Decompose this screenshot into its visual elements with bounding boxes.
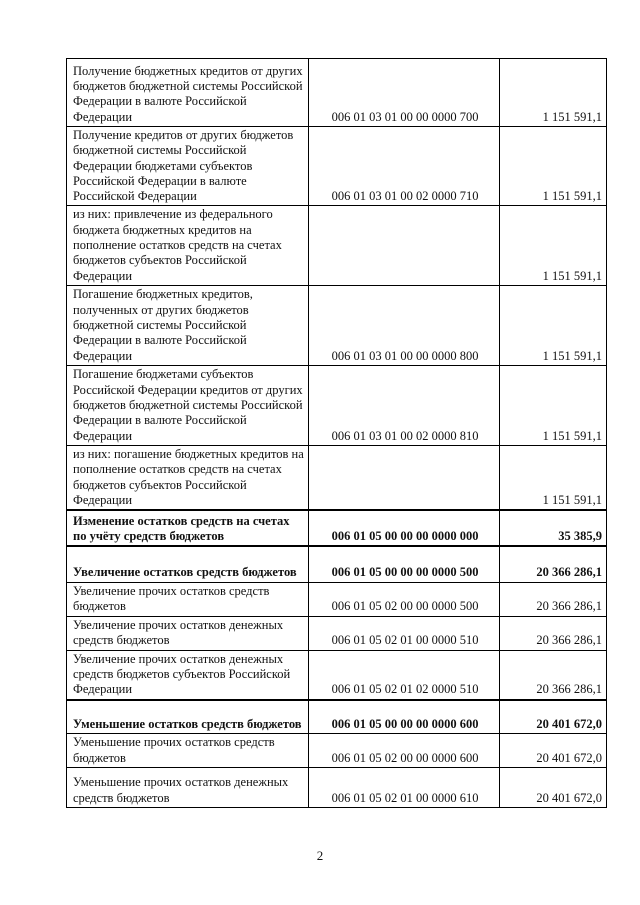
row-description: Получение кредитов от других бюджетов бюджетной системы Российской Федерации бюджетами субъектов Российской Федерации в валюте Российской Федерации xyxy=(67,127,309,206)
row-amount: 20 366 286,1 xyxy=(500,616,607,650)
table-row xyxy=(67,650,607,699)
row-description: Получение бюджетных кредитов от других бюджетов бюджетной системы Российской Федерации в валюте Российской Федерации xyxy=(67,59,309,127)
page-number: 2 xyxy=(316,848,324,863)
row-description: Уменьшение остатков средств бюджетов xyxy=(67,700,309,734)
row-amount: 1 151 591,1 xyxy=(500,127,607,206)
row-description: Уменьшение прочих остатков денежных средств бюджетов xyxy=(67,768,309,808)
row-amount: 20 366 286,1 xyxy=(500,546,607,582)
table-row xyxy=(67,285,607,365)
row-description: Увеличение прочих остатков средств бюджетов xyxy=(67,582,309,616)
row-amount: 20 366 286,1 xyxy=(500,582,607,616)
row-description: из них: привлечение из федерального бюджета бюджетных кредитов на пополнение остатков средств на счетах бюджетов субъектов Российской Федерации xyxy=(67,206,309,285)
row-amount: 20 401 672,0 xyxy=(500,768,607,808)
row-amount: 20 366 286,1 xyxy=(500,650,607,699)
table-row xyxy=(67,700,607,734)
row-description: Изменение остатков средств на счетах по учёту средств бюджетов xyxy=(67,510,309,546)
row-amount: 1 151 591,1 xyxy=(500,365,607,445)
table-row xyxy=(67,734,607,768)
table-row xyxy=(67,206,607,285)
row-description: Погашение бюджетных кредитов, полученных от других бюджетов бюджетной системы Российской Федерации в валюте Российской Федерации xyxy=(67,285,309,365)
table-body xyxy=(67,59,607,808)
row-code: 006 01 05 02 00 00 0000 500 xyxy=(309,582,500,616)
table-row xyxy=(67,768,607,808)
row-amount: 1 151 591,1 xyxy=(500,445,607,510)
row-description: Увеличение прочих остатков денежных средств бюджетов субъектов Российской Федерации xyxy=(67,650,309,699)
table-row xyxy=(67,616,607,650)
row-amount: 1 151 591,1 xyxy=(500,285,607,365)
row-amount: 20 401 672,0 xyxy=(500,700,607,734)
row-description: Увеличение остатков средств бюджетов xyxy=(67,546,309,582)
row-code: 006 01 03 01 00 02 0000 710 xyxy=(309,127,500,206)
table-row xyxy=(67,582,607,616)
table-row xyxy=(67,445,607,510)
row-amount: 35 385,9 xyxy=(500,510,607,546)
table-row xyxy=(67,365,607,445)
row-description: Уменьшение прочих остатков средств бюджетов xyxy=(67,734,309,768)
row-code: 006 01 05 00 00 00 0000 600 xyxy=(309,700,500,734)
row-description: Погашение бюджетами субъектов Российской Федерации кредитов от других бюджетов бюджетной системы Российской Федерации в валюте Российской Федерации xyxy=(67,365,309,445)
row-code xyxy=(309,445,500,510)
budget-sources-table xyxy=(66,58,607,808)
table-row xyxy=(67,59,607,127)
row-code: 006 01 03 01 00 00 0000 700 xyxy=(309,59,500,127)
row-amount: 20 401 672,0 xyxy=(500,734,607,768)
table-row xyxy=(67,546,607,582)
row-amount: 1 151 591,1 xyxy=(500,59,607,127)
row-code: 006 01 03 01 00 02 0000 810 xyxy=(309,365,500,445)
row-code: 006 01 05 02 01 02 0000 510 xyxy=(309,650,500,699)
row-amount: 1 151 591,1 xyxy=(500,206,607,285)
table-row xyxy=(67,510,607,546)
row-description: из них: погашение бюджетных кредитов на пополнение остатков средств на счетах бюджетов субъектов Российской Федерации xyxy=(67,445,309,510)
row-code: 006 01 05 02 00 00 0000 600 xyxy=(309,734,500,768)
table-row xyxy=(67,127,607,206)
row-code: 006 01 05 00 00 00 0000 500 xyxy=(309,546,500,582)
row-description: Увеличение прочих остатков денежных средств бюджетов xyxy=(67,616,309,650)
row-code: 006 01 03 01 00 00 0000 800 xyxy=(309,285,500,365)
row-code: 006 01 05 02 01 00 0000 610 xyxy=(309,768,500,808)
row-code: 006 01 05 02 01 00 0000 510 xyxy=(309,616,500,650)
row-code xyxy=(309,206,500,285)
row-code: 006 01 05 00 00 00 0000 000 xyxy=(309,510,500,546)
